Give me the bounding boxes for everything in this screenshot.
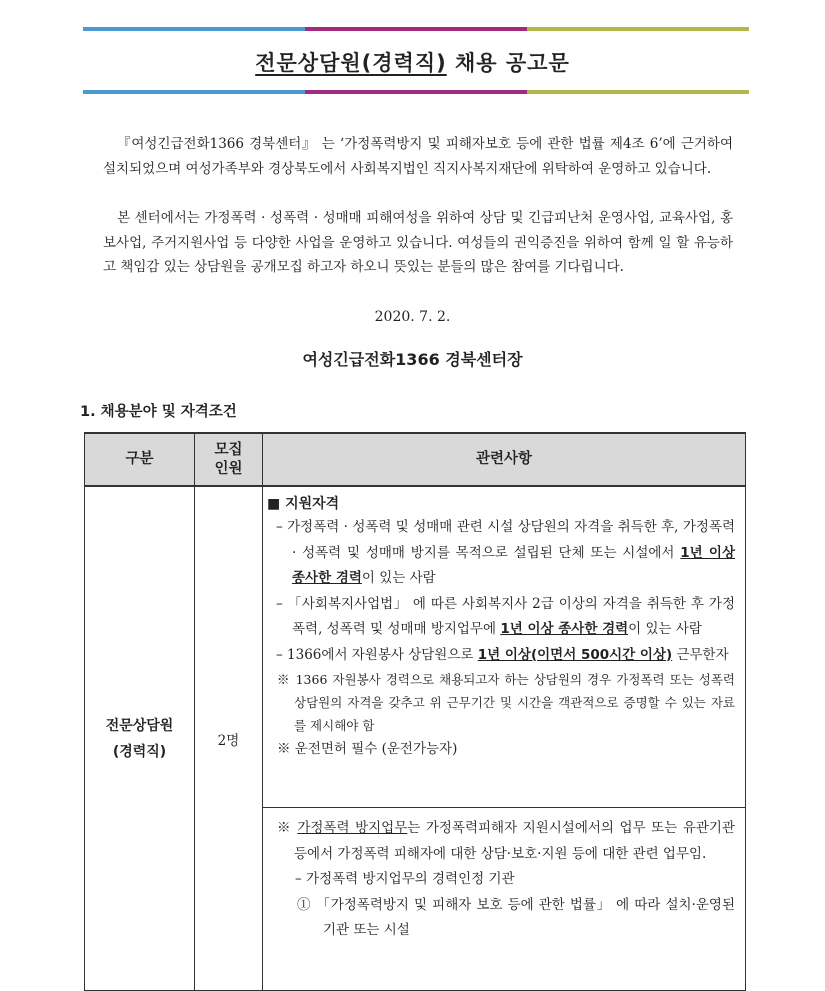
bottom-color-bar (83, 90, 749, 94)
bar-segment-olive (527, 90, 749, 94)
q2-text: – 「사회복지사업법」 에 따른 사회복지사 2급 이상의 자격을 취득한 후 가정폭력, 성폭력 및 성매매 방지업무에 (276, 595, 735, 637)
definition-term: 가정폭력 방지업무 (297, 820, 408, 836)
category-line2: (경력직) (112, 743, 167, 760)
intro-paragraph-1: 『여성긴급전화1366 경북센터』 는 ‘가정폭력방지 및 피해자보호 등에 관한 법률 제4조 6’에 근거하여 설치되었으며 여성가족부와 경상북도에서 사회복지법인 직지사복지재단에 위탁하여 운영하고 있습니다. (103, 136, 733, 177)
q3-text: – 1366에서 자원봉사 상담원으로 (276, 646, 478, 663)
header-count-line1: 모집 (214, 441, 243, 458)
title-main: 전문상담원(경력직) (255, 51, 447, 75)
qualification-item-1 (267, 515, 735, 592)
definition-item-1: ① 「가정폭력방지 및 피해자 보호 등에 관한 법률」 에 따라 설치·운영된 기관 또는 시설 (297, 896, 735, 938)
header-count (195, 433, 263, 486)
top-color-bar (83, 27, 749, 31)
note-license: ※ 운전면허 필수 (운전가능자) (277, 741, 458, 757)
section-heading: 1. 채용분야 및 자격조건 (80, 404, 237, 420)
note-volunteer: ※ 1366 자원봉사 경력으로 채용되고자 하는 상담원의 경우 가정폭력 또는 성폭력 상담원의 자격을 갖추고 위 근무기간 및 시간을 객관적으로 증명할 수 있는 자료를 제시해야 함 (277, 672, 735, 733)
bar-segment-blue (83, 90, 305, 94)
q2-emphasis: 1년 이상 종사한 경력 (500, 621, 629, 637)
qualification-item-2 (267, 592, 735, 643)
bar-segment-blue (83, 27, 305, 31)
definition-cell (263, 808, 746, 991)
q1-text: – 가정폭력 · 성폭력 및 성매매 관련 시설 상담원의 자격을 취득한 후, 가정폭력 · 성폭력 및 성매매 방지를 목적으로 설립된 단체 또는 시설에서 (276, 519, 735, 561)
q1-emphasis: 1년 이상 종사한 경력 (292, 544, 736, 586)
category-cell (85, 486, 195, 991)
q2-tail: 이 있는 사람 (628, 621, 702, 637)
table-row (85, 486, 746, 808)
definition-text (267, 816, 735, 867)
definition-subheading: – 가정폭력 방지업무의 경력인정 기관 (295, 871, 515, 887)
q3-emphasis: 1년 이상(이면서 500시간 이상) (477, 646, 673, 663)
header-count-line2: 인원 (214, 460, 243, 477)
title-rest: 채용 공고문 (446, 51, 570, 75)
bar-segment-olive (527, 27, 749, 31)
table-header-row (85, 433, 746, 486)
qualification-item-3 (267, 643, 735, 669)
q3-tail: 근무한자 (672, 646, 729, 663)
category-line1: 전문상담원 (105, 717, 174, 734)
bar-segment-purple (305, 90, 527, 94)
definition-rest: 는 가정폭력피해자 지원시설에서의 업무 또는 유관기관 등에서 가정폭력 피해자에 대한 상담·보호·지원 등에 대한 관련 업무임. (294, 820, 735, 862)
q1-tail: 이 있는 사람 (361, 570, 436, 586)
count-cell: 2명 (195, 486, 263, 991)
header-details: 관련사항 (263, 433, 746, 486)
intro-paragraph-2: 본 센터에서는 가정폭력 · 성폭력 · 성매매 피해여성을 위하여 상담 및 긴급피난처 운영사업, 교육사업, 홍보사업, 주거지원사업 등 다양한 사업을 운영하고 있습니다. 여성들의 권익증진을 위하여 함께 일 할 유능하고 책임감 있는 상담원을 공개모집 하고자 하오니 뜻있는 분들의 많은 참여를 기다립니다. (103, 210, 733, 275)
bar-segment-purple (305, 27, 527, 31)
organization-name: 여성긴급전화1366 경북센터장 (302, 350, 523, 369)
recruitment-table (84, 432, 746, 991)
qualification-title: ■ 지원자격 (267, 496, 340, 512)
page-title (0, 47, 825, 77)
notice-date: 2020. 7. 2. (374, 309, 451, 325)
definition-mark: ※ (277, 820, 298, 836)
qualification-cell (263, 486, 746, 808)
header-category: 구분 (85, 433, 195, 486)
